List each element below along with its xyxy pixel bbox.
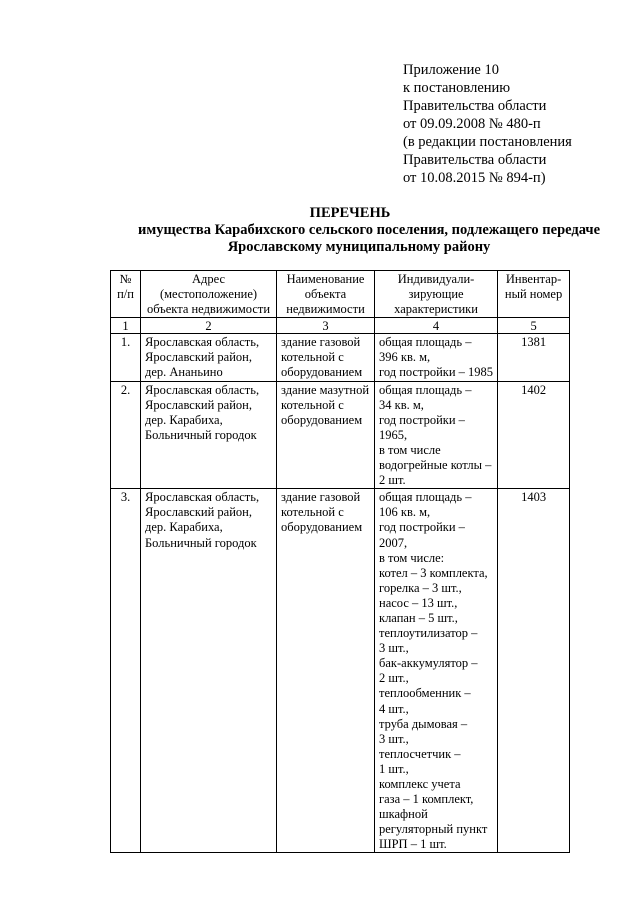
- row-characteristics-line: 34 кв. м,: [379, 397, 424, 412]
- row-characteristics-line: теплообменник –: [379, 686, 471, 701]
- column-number: 3: [277, 318, 375, 334]
- row-characteristics-line: год постройки –: [379, 412, 465, 427]
- row-characteristics-line: в том числе: [379, 442, 441, 457]
- row-object-name-line: здание газовой: [281, 490, 361, 505]
- row-characteristics-line: насос – 13 шт.,: [379, 595, 458, 610]
- row-characteristics-line: 2007,: [379, 535, 408, 550]
- column-number: 5: [498, 318, 570, 334]
- row-characteristics-line: ШРП – 1 шт.: [379, 837, 447, 852]
- row-number: 1.: [111, 334, 141, 381]
- row-characteristics-line: общая площадь –: [379, 490, 472, 505]
- row-characteristics-line: комплекс учета: [379, 777, 461, 791]
- row-address: [141, 381, 277, 489]
- row-object-name-line: котельной с: [281, 397, 344, 412]
- row-object-name-line: оборудованием: [281, 365, 363, 380]
- table-row: [111, 489, 570, 853]
- row-inventory-number: 1402: [498, 381, 570, 489]
- row-characteristics-line: 106 кв. м,: [379, 505, 431, 520]
- appendix-line: от 10.08.2015 № 894-п): [403, 170, 546, 186]
- row-address-line: Ярославская область,: [145, 490, 260, 505]
- row-address: [141, 489, 277, 853]
- row-address-line: дер. Карабиха,: [145, 520, 223, 535]
- row-characteristics-line: горелка – 3 шт.,: [379, 580, 462, 595]
- property-table: [110, 270, 570, 853]
- header-characteristics: Индивидуали- зирующие характеристики: [375, 271, 498, 318]
- row-address-line: дер. Карабиха,: [145, 412, 223, 427]
- row-characteristics-line: водогрейные котлы –: [379, 458, 492, 473]
- row-characteristics-line: 2 шт.: [379, 473, 406, 488]
- row-address-line: Больничный городок: [145, 427, 257, 442]
- row-address-line: Ярославская область,: [145, 382, 260, 397]
- appendix-line: Правительства области: [403, 152, 547, 168]
- row-characteristics-line: 396 кв. м,: [379, 350, 431, 365]
- row-characteristics-line: 4 шт.,: [379, 701, 409, 716]
- row-characteristics-line: 1965,: [379, 427, 408, 442]
- row-characteristics-line: 2 шт.,: [379, 671, 409, 686]
- row-characteristics-line: 1 шт.,: [379, 761, 409, 776]
- column-number: 4: [375, 318, 498, 334]
- row-address-line: Ярославский район,: [145, 397, 252, 412]
- row-address-line: дер. Ананьино: [145, 365, 223, 380]
- header-object-name: Наименование объекта недвижимости: [277, 271, 375, 318]
- appendix-line: Приложение 10: [403, 62, 499, 78]
- row-characteristics: [375, 489, 498, 853]
- document-subtitle-line-2: Ярославскому муниципальному району: [227, 239, 491, 255]
- row-characteristics-line: клапан – 5 шт.,: [379, 610, 458, 625]
- appendix-block: [403, 61, 572, 187]
- document-heading: [0, 205, 640, 256]
- row-characteristics: [375, 334, 498, 381]
- appendix-line: (в редакции постановления: [403, 134, 572, 150]
- table-header-row: [111, 271, 570, 318]
- document-subtitle-line-1: имущества Карабихского сельского поселения, подлежащего передаче: [137, 222, 601, 238]
- column-number-row: [111, 318, 570, 334]
- table-row: [111, 381, 570, 489]
- row-characteristics-line: теплосчетчик –: [379, 746, 461, 761]
- row-object-name-line: оборудованием: [281, 412, 363, 427]
- row-characteristics-line: регуляторный пункт: [379, 822, 488, 837]
- row-object-name-line: оборудованием: [281, 520, 363, 535]
- row-characteristics-line: теплоутилизатор –: [379, 626, 478, 641]
- row-object-name-line: котельной с: [281, 505, 344, 520]
- row-object-name: [277, 381, 375, 489]
- row-object-name: [277, 334, 375, 381]
- row-address: [141, 334, 277, 381]
- appendix-line: от 09.09.2008 № 480-п: [403, 116, 541, 132]
- row-characteristics-line: труба дымовая –: [379, 716, 468, 731]
- table-row: [111, 334, 570, 381]
- column-number: 2: [141, 318, 277, 334]
- row-characteristics-line: шкафной: [379, 807, 428, 822]
- row-characteristics-line: бак-аккумулятор –: [379, 656, 478, 671]
- row-number: 2.: [111, 381, 141, 489]
- row-inventory-number: 1381: [498, 334, 570, 381]
- table-body: [111, 334, 570, 853]
- row-number: 3.: [111, 489, 141, 853]
- header-number: № п/п: [111, 271, 141, 318]
- column-number: 1: [111, 318, 141, 334]
- header-address: Адрес (местоположение) объекта недвижимости: [141, 271, 277, 318]
- row-characteristics: [375, 381, 498, 489]
- row-characteristics-line: в том числе:: [379, 550, 445, 565]
- appendix-line: Правительства области: [403, 98, 547, 114]
- row-characteristics-line: 3 шт.,: [379, 641, 409, 656]
- row-object-name-line: котельной с: [281, 350, 344, 365]
- row-object-name-line: здание мазутной: [281, 382, 370, 397]
- row-characteristics-line: общая площадь –: [379, 335, 472, 350]
- header-inventory-number: Инвентар- ный номер: [498, 271, 570, 318]
- row-characteristics-line: 3 шт.,: [379, 731, 409, 746]
- row-inventory-number: 1403: [498, 489, 570, 853]
- row-characteristics-line: общая площадь –: [379, 382, 472, 397]
- row-address-line: Ярославский район,: [145, 505, 252, 520]
- row-object-name-line: здание газовой: [281, 335, 361, 350]
- appendix-line: к постановлению: [403, 80, 511, 96]
- row-address-line: Ярославская область,: [145, 335, 260, 350]
- row-address-line: Больничный городок: [145, 535, 257, 550]
- row-characteristics-line: котел – 3 комплекта,: [379, 565, 488, 580]
- document-title: ПЕРЕЧЕНЬ: [309, 205, 391, 221]
- row-characteristics-line: год постройки –: [379, 520, 465, 535]
- row-address-line: Ярославский район,: [145, 350, 252, 365]
- row-characteristics-line: газа – 1 комплект,: [379, 792, 474, 807]
- row-characteristics-line: год постройки – 1985: [379, 365, 494, 380]
- row-object-name: [277, 489, 375, 853]
